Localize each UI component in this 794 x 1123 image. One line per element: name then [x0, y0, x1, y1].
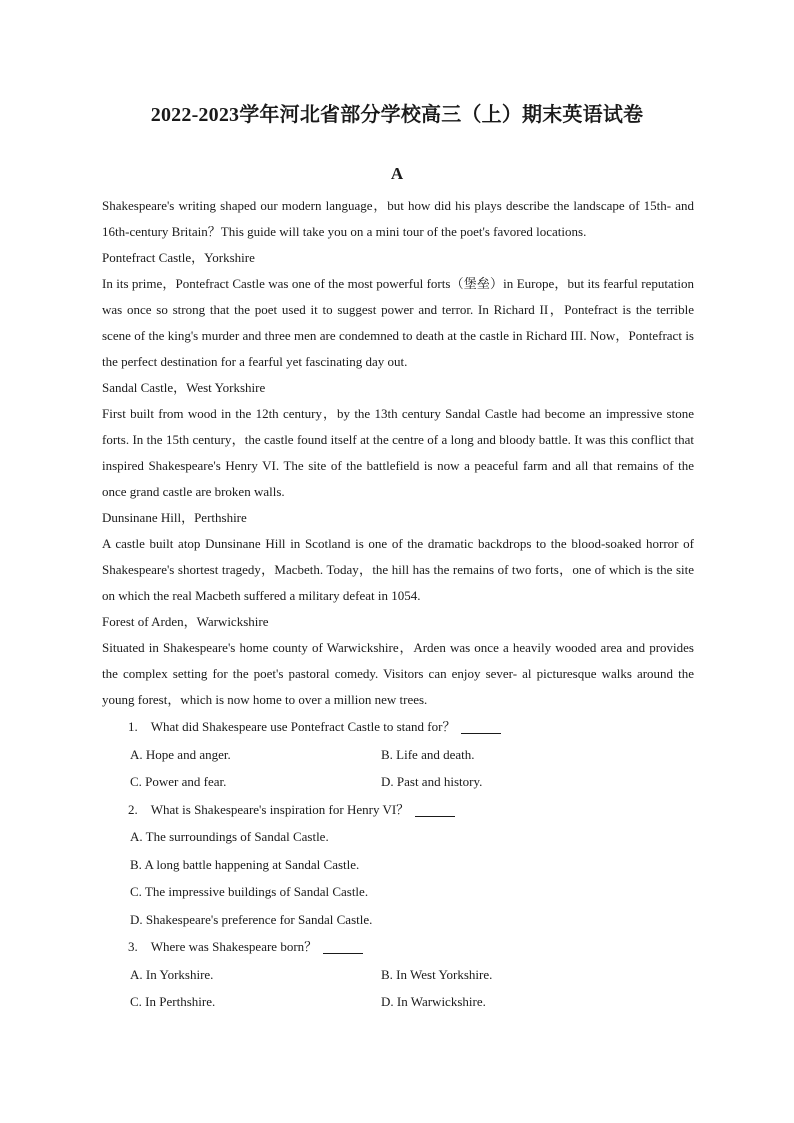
options-row [102, 768, 694, 796]
option-c[interactable]: C. The impressive buildings of Sandal Castle. [130, 884, 369, 899]
answer-blank[interactable] [415, 802, 455, 817]
intro-paragraph: Shakespeare's writing shaped our modern language，but how did his plays describe the landscape of 15th- and 16th-century Britain？This guide will take you on a mini tour of the poet's favored locations. [102, 198, 694, 239]
option-a[interactable]: A. In Yorkshire. [130, 966, 214, 982]
place-paragraph: Situated in Shakespeare's home county of Warwickshire，Arden was once a heavily wooded area and provides the complex setting for the poet's pastoral comedy. Visitors can enjoy sever- al picturesque walks around the young forest，which is now home to over a million new trees. [102, 640, 694, 707]
answer-blank[interactable] [461, 719, 501, 734]
option-b[interactable]: B. In West Yorkshire. [381, 966, 493, 982]
question-1 [102, 713, 694, 741]
options-row [102, 988, 694, 1016]
question-stem: 1. What did Shakespeare use Pontefract Castle to stand for？ [128, 719, 456, 734]
option-d[interactable]: D. Shakespeare's preference for Sandal Castle. [130, 911, 373, 927]
place-heading: Forest of Arden，Warwickshire [102, 614, 269, 629]
option-a[interactable]: A. The surroundings of Sandal Castle. [130, 829, 329, 844]
question-3 [102, 933, 694, 961]
option-b[interactable]: B. A long battle happening at Sandal Castle. [130, 856, 360, 872]
question-stem: 3. Where was Shakespeare born？ [128, 939, 318, 954]
section-label: A [390, 164, 404, 183]
place-heading: Dunsinane Hill，Perthshire [102, 510, 247, 525]
option-c[interactable]: C. Power and fear. [130, 774, 227, 789]
answer-blank[interactable] [323, 939, 363, 954]
option-b[interactable]: B. Life and death. [381, 746, 475, 762]
option-d[interactable]: D. Past and history. [381, 774, 483, 789]
option-a[interactable]: A. Hope and anger. [130, 746, 231, 762]
place-paragraph: First built from wood in the 12th century，by the 13th century Sandal Castle had become an impressive stone forts. In the 15th century，the castle found itself at the centre of a long and bloody battle. It was this conflict that inspired Shakespeare's Henry VI. The site of the battlefield is now a peaceful farm and all that remains of the once grand castle are broken walls. [102, 406, 694, 499]
place-heading: Sandal Castle，West Yorkshire [102, 380, 266, 395]
options-row [102, 741, 694, 769]
option-d[interactable]: D. In Warwickshire. [381, 994, 486, 1009]
page-title: 2022-2023学年河北省部分学校高三（上）期末英语试卷 [150, 104, 644, 126]
question-stem: 2. What is Shakespeare's inspiration for Henry VI？ [128, 801, 410, 817]
place-heading: Pontefract Castle，Yorkshire [102, 250, 255, 265]
place-paragraph: In its prime，Pontefract Castle was one of the most powerful forts（堡垒）in Europe，but its fearful reputation was once so strong that the poet used it to suggest power and terror. In Richard II，Pontefract is the terrible scene of the king's murder and three men are condemned to death at the castle in Richard III. Now，Pontefract is the perfect destination for a fearful yet fascinating day out. [102, 276, 694, 369]
option-c[interactable]: C. In Perthshire. [130, 994, 216, 1009]
passage [102, 193, 694, 1016]
question-2 [102, 796, 694, 824]
options-row [102, 961, 694, 989]
place-paragraph: A castle built atop Dunsinane Hill in Scotland is one of the dramatic backdrops to the blood-soaked horror of Shakespeare's shortest tragedy，Macbeth. Today，the hill has the remains of two forts，one of which is the site on which the real Macbeth suffered a military defeat in 1054. [102, 536, 694, 603]
